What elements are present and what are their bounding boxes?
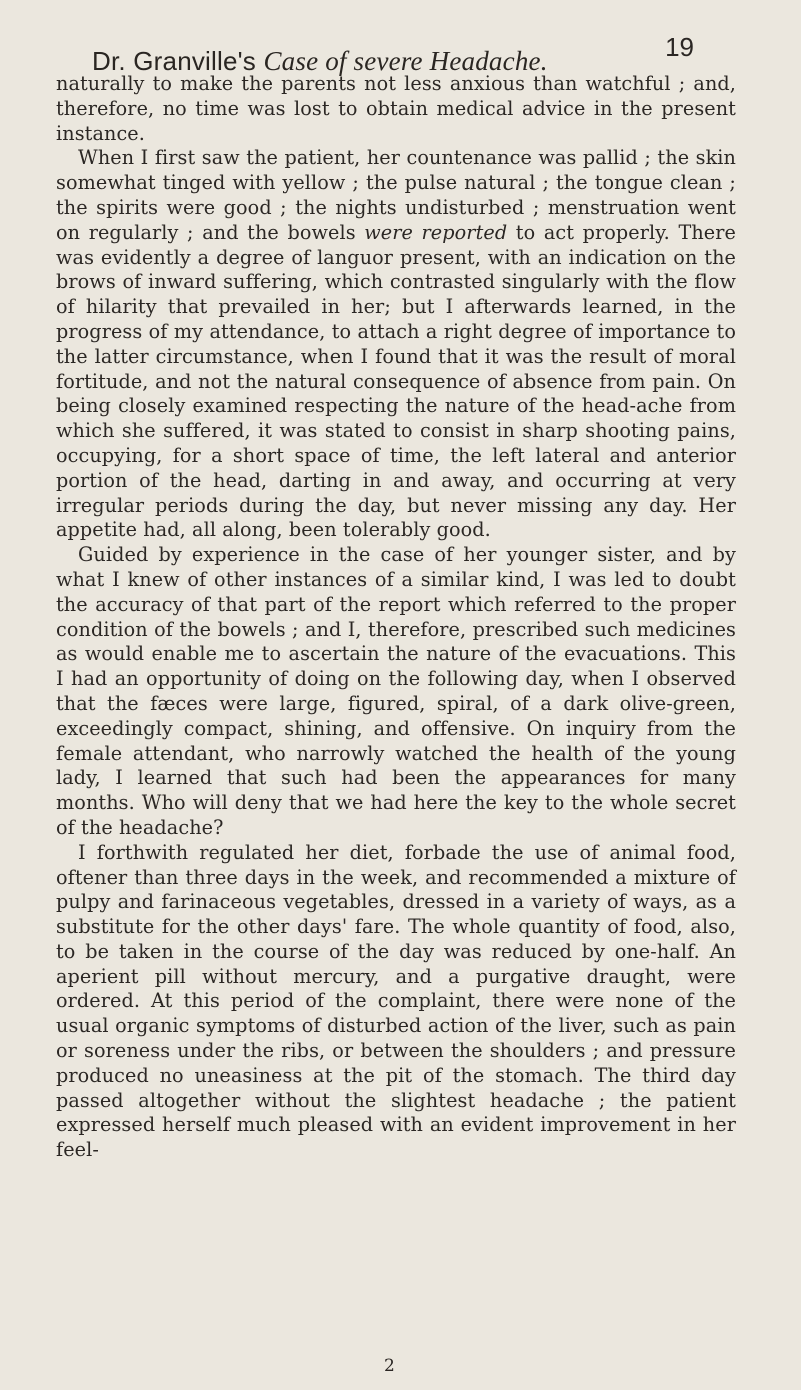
running-head — [92, 32, 694, 76]
paragraph-2 — [56, 146, 736, 543]
paragraph-2-emphasis: were reported — [364, 220, 508, 244]
paragraph-3-text: Guided by experience in the case of her younger sister, and by what I knew of other instances of a similar kind, I was led to doubt the accuracy of that part of the report which referred to the proper condition of the bowels ; and I, therefore, prescribed such medicines as would enable me to ascertain the nature of the evacuations. This I had an opportunity of doing on the following day, when I observed that the fæces were large, figured, spiral, of a dark olive-green, exceedingly compact, shining, and offensive. On inquiry from the female attendant, who narrowly watched the health of the young lady, I learned that such had been the appearances for many months. Who will deny that we had here the key to the whole secret of the headache? — [56, 543, 736, 839]
page-number: 19 — [665, 32, 694, 62]
body-text — [56, 72, 736, 1163]
paragraph-2-text-start: When I first saw the patient, her countenance was pallid ; the skin somewhat tinged with yellow ; the pulse natural ; the tongue clean ; the spirits were good ; the nights undisturbed ; menstruation went on regularly ; and the bowels — [56, 146, 736, 244]
paragraph-3 — [56, 543, 736, 841]
paragraph-1-text: naturally to make the parents not less anxious than watchful ; and, therefore, no time was lost to obtain medical advice in the present instance. — [56, 72, 736, 145]
signature-mark: 2 — [384, 1356, 395, 1376]
paragraph-4-text: I forthwith regulated her diet, forbade the use of animal food, oftener than three days in the week, and recommended a mixture of pulpy and farinaceous vegetables, dressed in a variety of ways, as a substitute for the other days' fare. The whole quantity of food, also, to be taken in the course of the day was reduced by one-half. An aperient pill without mercury, and a purgative draught, were ordered. At this period of the complaint, there were none of the usual organic symptoms of disturbed action of the liver, such as pain or soreness under the ribs, or between the shoulders ; and pressure produced no uneasiness at the pit of the stomach. The third day passed altogether without the slightest headache ; the patient expressed herself much pleased with an evident improvement in her feel- — [56, 840, 736, 1162]
running-head-author: Dr. Granville's — [92, 46, 257, 76]
paragraph-4 — [56, 841, 736, 1163]
paragraph-1 — [56, 72, 736, 146]
running-head-title: Case of severe Headache. — [263, 46, 548, 76]
paragraph-2-text-end: to act properly. There was evidently a degree of languor present, with an indication on the brows of inward suffering, which contrasted singularly with the flow of hilarity that prevailed in her; but I afterwards learned, in the progress of my attendance, to attach a right degree of importance to the latter circumstance, when I found that it was the result of moral fortitude, and not the natural consequence of absence from pain. On being closely examined respecting the nature of the head-ache from which she suffered, it was stated to consist in sharp shooting pains, occupying, for a short space of time, the left lateral and anterior portion of the head, darting in and away, and occurring at very irregular periods during the day, but never missing any day. Her appetite had, all along, been tolerably good. — [56, 220, 736, 542]
